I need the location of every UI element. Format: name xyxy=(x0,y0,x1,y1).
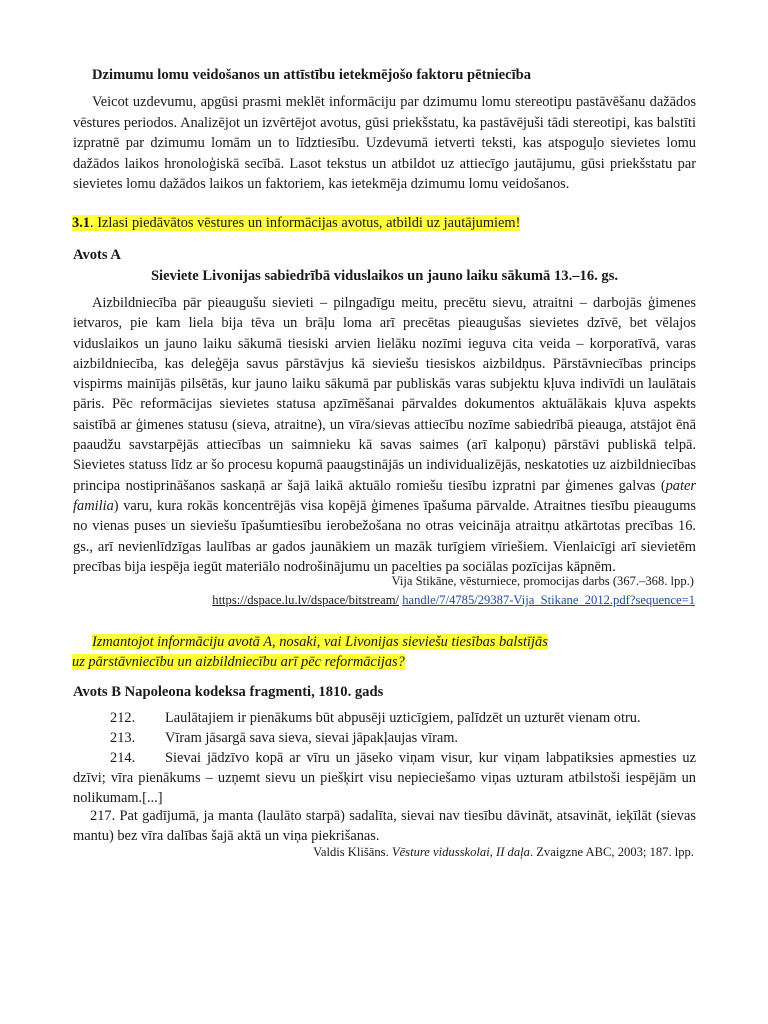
article-214 xyxy=(73,749,696,808)
task-highlight xyxy=(72,215,520,231)
source-a-title: Sieviete Livonijas sabiedrībā viduslaikos un jauno laiku sākumā 13.–16. gs. xyxy=(150,268,619,284)
source-b-citation-title: Vēsture vidusskolai, II daļa xyxy=(391,845,530,859)
article-212-text: Laulātajiem ir pienākums būt abpusēji uzticīgiem, palīdzēt un uzturēt vienam otru. xyxy=(165,710,641,726)
question-line-2: uz pārstāvniecību un aizbildniecību arī pēc reformācijas? xyxy=(72,654,405,670)
article-213 xyxy=(73,729,696,749)
source-a-body-part2: ) varu, kura rokās koncentrējās visa kopējā ģimenes īpašuma pārvalde. Atraitnes tiesību pieaugums no vienas puses un sieviešu īpašumtiesību ierobežošana no otras veicināja atraitņu atkārtotas precības 16. gs., arī nevienlīdzīgas laulības ar gados jaunākiem un mazāk turīgiem vīriešiem. Vienlaicīgi arī sievietēm precības bija iespēja iegūt materiālo nodrošinājumu un pacelties pa sociālas pozīcijas kāpnēm. xyxy=(73,497,696,575)
task-number: 3.1 xyxy=(72,215,90,231)
source-a-link-part2[interactable]: handle/7/4785/29387-Vija_Stikane_2012.pdf?sequence=1 xyxy=(402,593,695,607)
article-213-text: Vīram jāsargā sava sieva, sievai jāpakļaujas vīram. xyxy=(165,730,459,746)
article-212-number: 212. xyxy=(110,710,136,726)
source-a-label: Avots A xyxy=(73,247,121,263)
page-heading: Dzimumu lomu veidošanos un attīstību ietekmējošo faktoru pētniecība xyxy=(92,67,532,83)
source-b-citation-author: Valdis Klišāns. xyxy=(313,845,392,859)
source-a-body-part1: Aizbildniecība pār pieaugušu sievieti – pilngadīgu meitu, precētu sievu, atraitni – darbojās ģimenes ietvaros, pie kam liela bija tēva un brāļu loma arī precētas pieaugušas sievietes dzīvē, bet vēlajos viduslaikos un jauno laiku sākumā tiesiski arvien lielāku nozīmi ieguva cita veida – korporatīvā, varas aizbildniecība, kas deleģēja savus pārstāvjus kā sieviešu tiesiskos aizbildņus. Pārstāvniecības princips vispirms mainījās pilsētās, kur jauno laiku sākumā par publiskās varas subjektu kļuva indivīdi un laulātais pāris. Pēc reformācijas sievietes statusa apzīmēšanai pārvaldes dokumentos aktuālākais kļuva aspekts saistībā ar ģimenes statusu (sieva, atraitne), un vīra/sievas attiecību nozīme sabiedrībā pieauga, atstājot ēnā paaudžu savstarpējās attiecības un saimnieku kā savas saimes (arī kalpoņu) pārstāvi publiskā telpā. Sievietes statuss līdz ar šo procesu kopumā paaugstinājās un individualizējās, neskatoties uz aizbildniecības principa nostiprināšanos saskaņā ar šajā laikā aktuālo romiešu tiesību izpratni par ģimenes galvas ( xyxy=(73,295,696,494)
article-213-number: 213. xyxy=(110,730,136,746)
source-b-label: Avots B Napoleona kodeksa fragmenti, 1810. gads xyxy=(73,684,384,700)
question-line-1: Izmantojot informāciju avotā A, nosaki, vai Livonijas sieviešu tiesības balstījās xyxy=(92,634,548,650)
intro-paragraph: Veicot uzdevumu, apgūsi prasmi meklēt informāciju par dzimumu lomu stereotipu pastāvēšanu dažādos vēstures periodos. Analizējot un izvērtējot avotus, gūsi priekšstatu, ka pastāvējuši tādi stereotipi, kas balstīti izpratnē par dzimumu lomām un to līdztiesību. Uzdevumā ietverti teksti, kas atspoguļo sievietes lomu dažādos laikos hronoloģiskā secībā. Lasot tekstus un atbildot uz attiecīgo jautājumu, gūsi priekšstatu par sievietes lomu dažādos laikos un faktoriem, kas ietekmēja dzimumu lomu veidošanos. xyxy=(73,94,696,192)
source-a-latin-term: pater familia xyxy=(73,477,696,514)
task-text: . Izlasi piedāvātos vēstures un informācijas avotus, atbildi uz jautājumiem! xyxy=(90,215,521,231)
source-a-citation: Vija Stikāne, vēsturniece, promocijas darbs (367.–368. lpp.) xyxy=(391,574,694,588)
question-block xyxy=(72,632,548,672)
article-212 xyxy=(73,709,696,729)
article-214-number: 214. xyxy=(110,750,136,766)
task-instruction xyxy=(72,213,520,233)
source-b-citation-rest: . Zvaigzne ABC, 2003; 187. lpp. xyxy=(529,845,694,859)
article-214-text: Sievai jādzīvo kopā ar vīru un jāseko viņam visur, kur viņam labpatiksies apmesties uz dzīvi; vīra pienākums – uzņemt sievu un piešķirt visu nepieciešamo viņas uzturam atbilstoši iespējām un nolikumam.[...] xyxy=(73,750,696,806)
source-b-citation xyxy=(313,845,694,860)
article-217: 217. Pat gadījumā, ja manta (laulāto starpā) sadalīta, sievai nav tiesību dāvināt, atsavināt, ieķīlāt (sievas mantu) bez vīra dalības šajā aktā un viņa piekrišanas. xyxy=(73,808,696,844)
source-a-link[interactable] xyxy=(212,593,695,608)
source-a-link-part1[interactable]: https://dspace.lu.lv/dspace/bitstream/ xyxy=(212,593,400,607)
source-a-body xyxy=(73,293,696,577)
